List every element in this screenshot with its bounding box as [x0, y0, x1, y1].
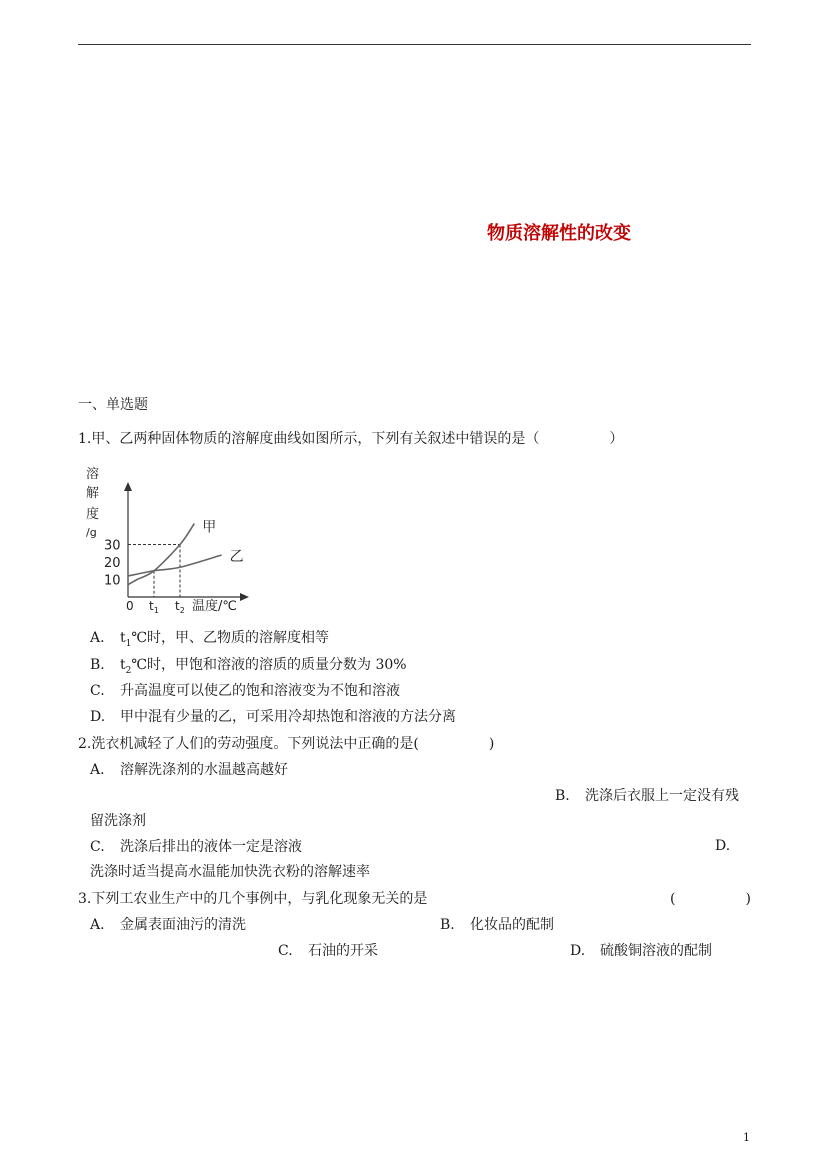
series-label: 甲 [202, 519, 217, 536]
x-tick-label: 0 [126, 599, 134, 613]
q2-option-b-wrap: 留洗涤剂 [90, 813, 146, 829]
q2-option-a: A. 溶解洗涤剂的水温越高越好 [90, 762, 288, 778]
page-number: 1 [743, 1131, 750, 1144]
question-3-paren: ( ) [670, 891, 751, 907]
svg-text:度: 度 [86, 507, 100, 522]
y-tick-label: 20 [104, 556, 121, 571]
section-heading: 一、单选题 [78, 397, 148, 413]
y-tick-label: 30 [104, 538, 121, 554]
q1-option-c: C. 升高温度可以使乙的饱和溶液变为不饱和溶液 [90, 683, 400, 699]
q3-option-d: D. 硫酸铜溶液的配制 [570, 943, 712, 959]
q2-option-d-wrap: 洗涤时适当提高水温能加快洗衣粉的溶解速率 [90, 864, 370, 880]
q3-option-a: A. 金属表面油污的清洗 [90, 917, 246, 933]
series-curve-1 [128, 524, 194, 585]
q2-option-c: C. 洗涤后排出的液体一定是溶液 [90, 839, 302, 855]
q1-option-a: A. $t_1℃$时，甲、乙物质的溶解度相等 [90, 630, 330, 649]
question-3-stem: 3.下列工农业生产中的几个事例中，与乳化现象无关的是 [78, 891, 428, 907]
series-curve-2 [128, 555, 222, 576]
series-label: 乙 [229, 549, 244, 565]
q1-option-b: B. $t_2℃$时，甲饱和溶液的溶质的质量分数为 30% [90, 657, 407, 676]
q2-option-b: B. 洗涤后衣服上一定没有残 [555, 788, 739, 804]
svg-text:溶: 溶 [86, 467, 100, 482]
question-1-stem: 1.甲、乙两种固体物质的溶解度曲线如图所示，下列有关叙述中错误的是（ ） [78, 431, 624, 447]
x-axis-label: 温度/℃ [192, 599, 237, 614]
x-tick-label: $t_1$ [149, 599, 159, 615]
document-title: 物质溶解性的改变 [487, 223, 631, 244]
header-rule [78, 44, 751, 45]
q2-option-d-letter: D. [715, 838, 731, 854]
svg-text:/g: /g [86, 526, 97, 539]
q3-option-b: B. 化妆品的配制 [440, 917, 554, 933]
q1-option-d: D. 甲中混有少量的乙，可采用冷却热饱和溶液的方法分离 [90, 709, 456, 725]
x-axis-arrow [240, 593, 249, 601]
x-tick-label: $t_2$ [175, 599, 185, 615]
y-axis-arrow [124, 482, 132, 491]
y-tick-label: 10 [104, 573, 121, 589]
q3-option-c: C. 石油的开采 [278, 943, 378, 959]
y-axis-label [86, 466, 99, 539]
question-2-stem: 2.洗衣机减轻了人们的劳动强度。下列说法中正确的是( ) [78, 736, 495, 752]
solubility-chart [78, 462, 278, 622]
svg-text:解: 解 [86, 486, 100, 501]
